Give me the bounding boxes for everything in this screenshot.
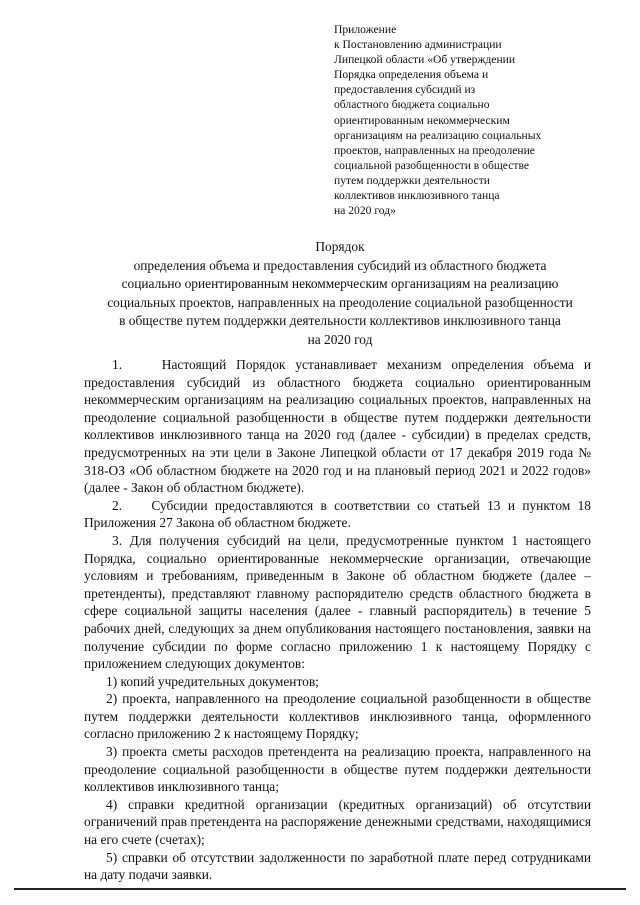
appendix-line: к Постановлению администрации	[334, 38, 502, 52]
appendix-line: на 2020 год»	[334, 204, 396, 218]
appendix-line: Липецкой области «Об утверждении	[334, 53, 516, 67]
paragraph-3: 3. Для получения субсидий на цели, предусмотренные пунктом 1 настоящего Порядка, социально ориентированные некоммерческие организации, отвечающие условиям и требованиям, приведенным в Законе об областном бюджете (далее – претенденты), представляют главному распорядителю средств областного бюджета в сфере социальной защиты населения (далее - главный распорядитель) в течение 5 рабочих дней, следующих за днем опубликования настоящего постановления, заявки на получение субсидии по форме согласно приложению 1 к настоящему Порядку с приложением следующих документов:	[84, 532, 591, 672]
appendix-line: ориентированным некоммерческим	[334, 113, 510, 127]
list-item: 2) проекта, направленного на преодоление социальной разобщенности в обществе путем поддержки деятельности коллективов инклюзивного танца, оформленного согласно приложению 2 к настоящему Порядку;	[84, 691, 591, 742]
list-item: 3) проекта сметы расходов претендента на реализацию проекта, направленного на преодоление социальной разобщенности в обществе путем поддержки деятельности коллективов инклюзивного танца;	[84, 744, 591, 795]
appendix-line: предоставления субсидий из	[334, 83, 476, 97]
paragraph-1: 1. Настоящий Порядок устанавливает механизм определения объема и предоставления субсидий из областного бюджета социально ориентированным некоммерческим организациям на реализацию социальных проектов, направленных на преодоление социальной разобщенности в обществе путем поддержки деятельности коллективов инклюзивного танца на 2020 год (далее - субсидии) в пределах средств, предусмотренных на эти цели в Законе Липецкой области от 17 декабря 2019 года № 318-ОЗ «Об областном бюджете на 2020 год и на плановый период 2021 и 2022 годов» (далее - Закон об областном бюджете).	[84, 357, 591, 496]
appendix-line: проектов, направленных на преодоление	[334, 143, 535, 157]
list-item: 5) справки об отсутствии задолженности по заработной плате перед сотрудниками на дату подачи заявки.	[84, 849, 591, 883]
appendix-header	[334, 22, 604, 218]
list-item: 4) справки кредитной организации (кредитных организаций) об отсутствии ограничений прав претендента на распоряжение денежными средствами, находящимися на его счете (счетах);	[84, 796, 591, 848]
title-heading: Порядок	[315, 239, 365, 254]
appendix-line: социальной разобщенности в обществе	[334, 158, 530, 172]
title-line: в обществе путем поддержки деятельности коллективов инклюзивного танца	[119, 313, 561, 329]
title-line: социально ориентированным некоммерческим организациям на реализацию	[121, 276, 559, 292]
paragraph-2: 2. Субсидии предоставляются в соответствии со статьей 13 и пунктом 18 Приложения 27 Закона об областном бюджете.	[84, 497, 591, 531]
list-item: 1) копий учредительных документов;	[106, 673, 319, 689]
title-line: на 2020 год	[307, 331, 373, 347]
appendix-line: Порядка определения объема и	[334, 68, 489, 82]
appendix-line: путем поддержки деятельности	[334, 173, 490, 187]
appendix-line: организациям на реализацию социальных	[334, 128, 542, 142]
document-body	[84, 356, 591, 884]
title-line: определения объема и предоставления субсидий из областного бюджета	[133, 257, 547, 273]
appendix-line: областного бюджета социально	[334, 98, 490, 112]
page-bottom-divider	[14, 888, 626, 890]
document-title	[60, 238, 620, 350]
appendix-line: коллективов инклюзивного танца	[334, 189, 500, 203]
appendix-line: Приложение	[334, 23, 397, 36]
title-line: социальных проектов, направленных на преодоление социальной разобщенности	[107, 294, 573, 310]
